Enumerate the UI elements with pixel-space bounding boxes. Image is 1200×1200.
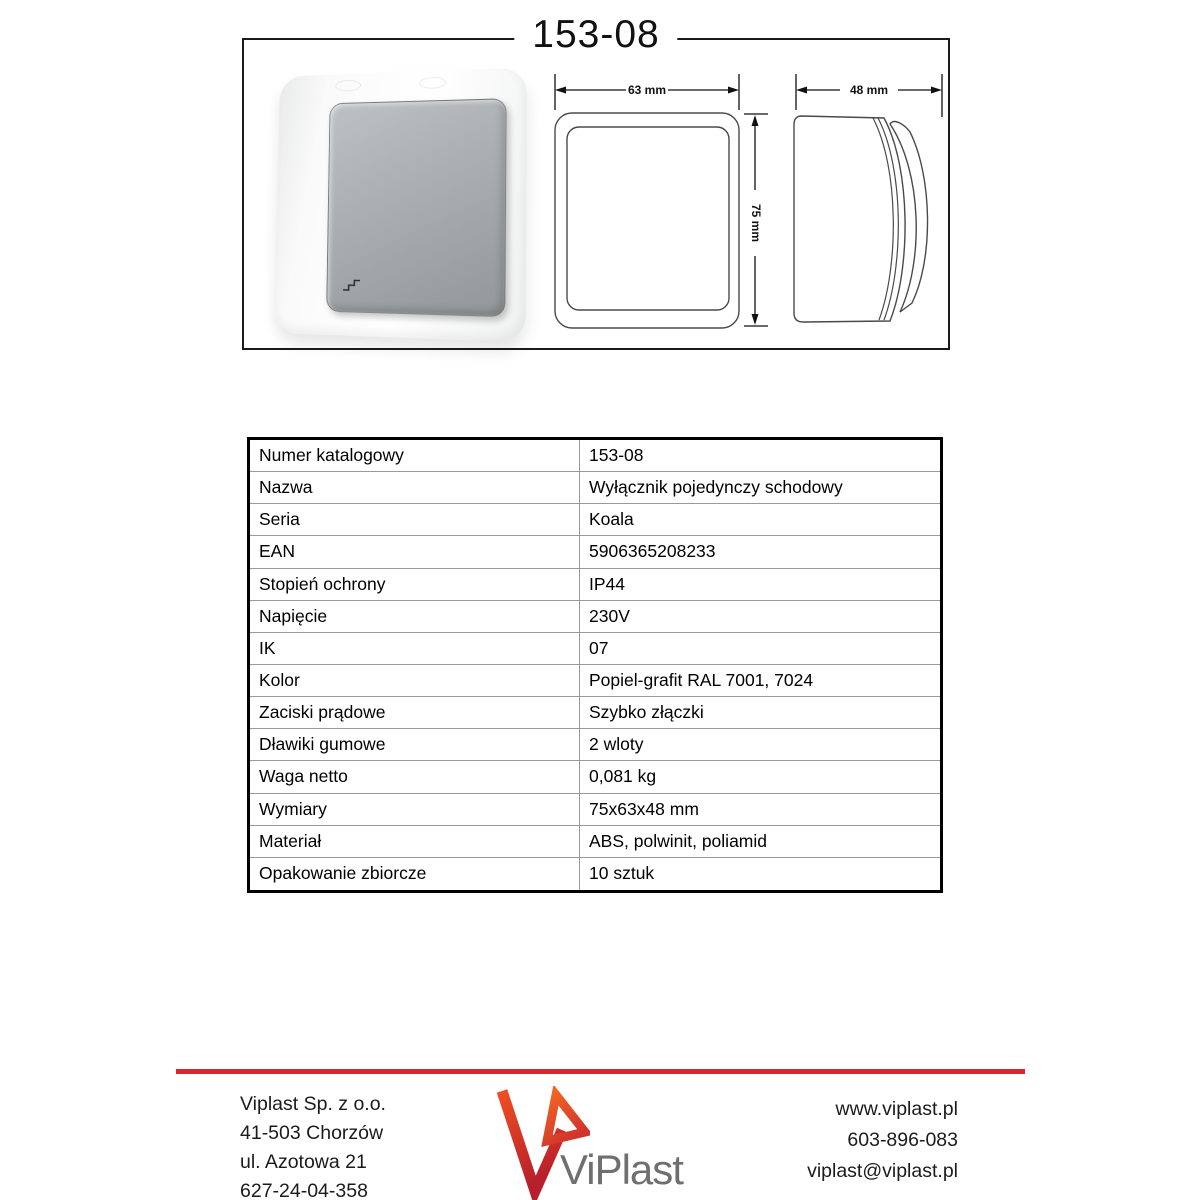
spec-value: ABS, polwinit, poliamid	[589, 830, 767, 851]
company-name: Viplast Sp. z o.o.	[240, 1093, 386, 1115]
spec-row	[250, 794, 940, 826]
spec-row	[250, 826, 940, 858]
company-street: ul. Azotowa 21	[240, 1151, 367, 1173]
spec-value: IP44	[589, 573, 625, 594]
spec-label: Wymiary	[250, 794, 580, 825]
company-phone: 627-24-04-358	[240, 1180, 368, 1200]
spec-table	[247, 437, 943, 893]
product-photo	[264, 68, 526, 340]
product-figure-box	[242, 38, 950, 350]
contact-block	[700, 1094, 958, 1187]
spec-value: Koala	[589, 509, 634, 530]
screw-cap	[419, 77, 446, 90]
spec-value: Popiel-grafit RAL 7001, 7024	[589, 670, 814, 691]
spec-value: 153-08	[589, 445, 644, 466]
viplast-logo-text: ViPlast	[560, 1146, 683, 1193]
spec-label: Seria	[250, 504, 580, 535]
spec-row	[250, 729, 940, 761]
spec-value: Wyłącznik pojedynczy schodowy	[589, 477, 843, 498]
spec-row	[250, 569, 940, 601]
company-city: 41-503 Chorzów	[240, 1122, 384, 1144]
spec-label: IK	[250, 633, 580, 664]
spec-label: Zaciski prądowe	[250, 697, 580, 728]
page-title: 153-08	[514, 12, 677, 58]
spec-label: Materiał	[250, 826, 580, 857]
spec-value: 0,081 kg	[589, 766, 657, 787]
screw-cap	[335, 80, 361, 92]
spec-label: Kolor	[250, 665, 580, 696]
contact-website: www.viplast.pl	[835, 1098, 958, 1120]
switch-body	[275, 68, 527, 343]
spec-row	[250, 665, 940, 697]
stairs-icon	[342, 275, 366, 292]
contact-phone: 603-896-083	[847, 1129, 958, 1151]
spec-value: 5906365208233	[589, 541, 716, 562]
spec-label: Waga netto	[250, 761, 580, 792]
depth-dimension-arrow	[796, 74, 942, 117]
spec-value: 10 sztuk	[589, 863, 655, 884]
spec-row	[250, 536, 940, 568]
spec-label: Stopień ochrony	[250, 569, 580, 600]
spec-value: Szybko złączki	[589, 702, 704, 723]
spec-row	[250, 761, 940, 793]
spec-label: Nazwa	[250, 472, 580, 503]
spec-row	[250, 697, 940, 729]
spec-row	[250, 633, 940, 665]
spec-row	[250, 504, 940, 536]
company-address-block	[240, 1090, 386, 1200]
spec-label: Napięcie	[250, 601, 580, 632]
height-dimension-arrow	[744, 114, 768, 326]
spec-row	[250, 601, 940, 633]
spec-row	[250, 858, 940, 890]
spec-value: 2 wloty	[589, 734, 644, 755]
contact-email: viplast@viplast.pl	[807, 1160, 958, 1182]
spec-value: 07	[589, 637, 609, 658]
spec-label: Dławiki gumowe	[250, 729, 580, 760]
spec-label: Opakowanie zbiorcze	[250, 858, 580, 890]
side-view-drawing	[794, 116, 928, 322]
height-dimension-label: 75 mm	[748, 203, 763, 243]
spec-label: EAN	[250, 536, 580, 567]
spec-row	[250, 472, 940, 504]
front-view-drawing	[555, 113, 739, 328]
technical-drawings	[542, 60, 950, 350]
depth-dimension-label: 48 mm	[849, 83, 889, 97]
spec-value: 230V	[589, 605, 630, 626]
spec-value: 75x63x48 mm	[589, 798, 699, 819]
width-dimension-arrow	[555, 74, 739, 110]
spec-row	[250, 440, 940, 472]
spec-label: Numer katalogowy	[250, 440, 580, 471]
switch-rocker	[326, 98, 506, 317]
footer-accent-line	[176, 1069, 1025, 1074]
width-dimension-label: 63 mm	[627, 83, 667, 97]
